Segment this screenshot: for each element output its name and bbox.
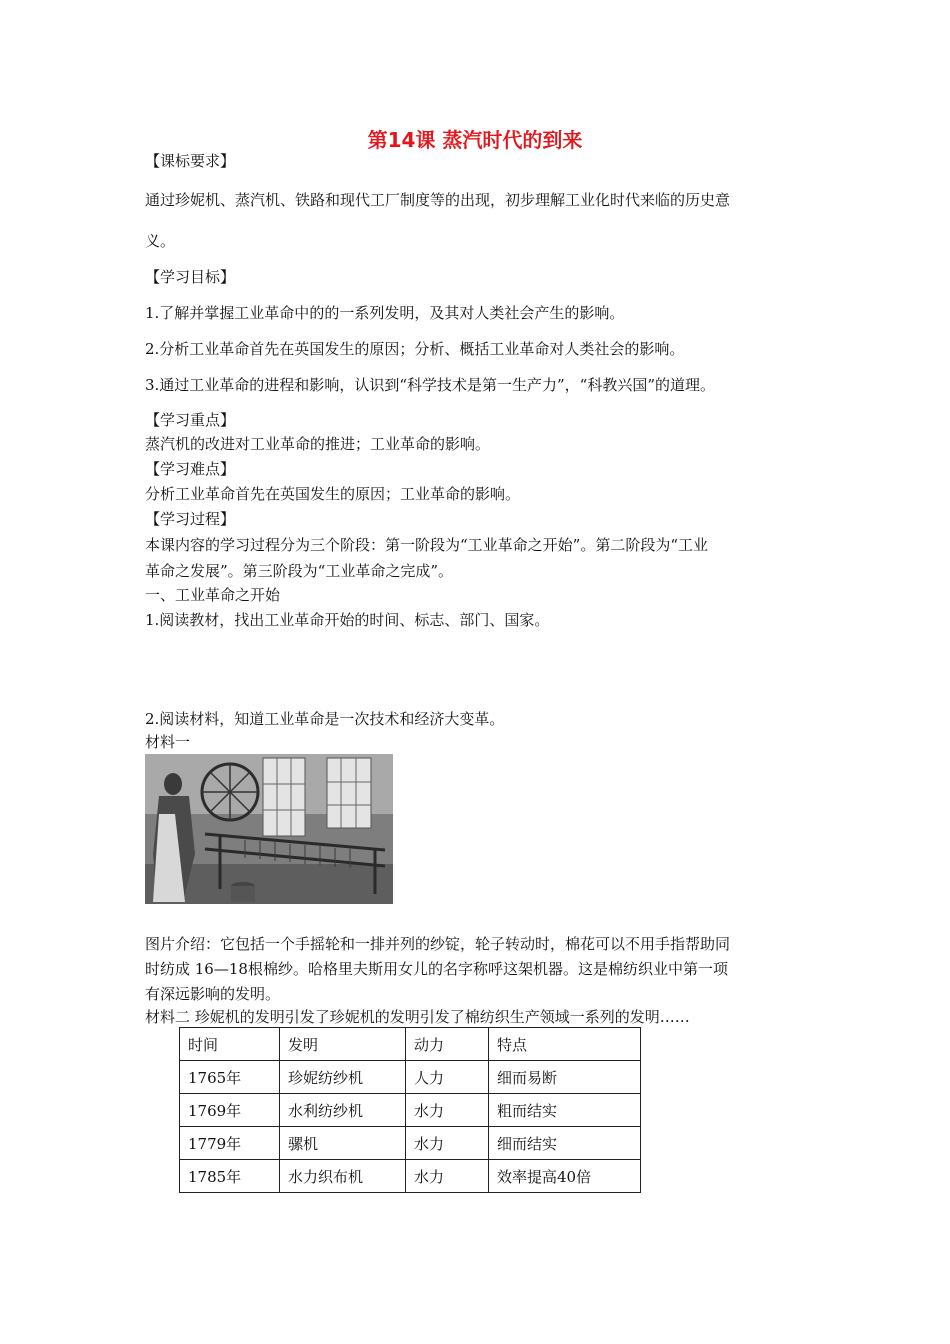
table-cell: 水力织布机 [280, 1160, 406, 1193]
spinning-jenny-image [145, 754, 393, 904]
table-cell: 人力 [406, 1061, 489, 1094]
image-caption-line1: 图片介绍：它包括一个手摇轮和一排并列的纱锭，轮子转动时，棉花可以不用手指帮助同 [145, 935, 731, 953]
table-row [180, 1094, 641, 1127]
focus-heading: 【学习重点】 [145, 411, 236, 429]
material1-label: 材料一 [145, 733, 191, 751]
table-cell: 效率提高40倍 [489, 1160, 641, 1193]
goal-1: 1.了解并掌握工业革命中的的一系列发明，及其对人类社会产生的影响。 [145, 304, 625, 322]
table-cell: 粗而结实 [489, 1094, 641, 1127]
table-cell: 细而易断 [489, 1061, 641, 1094]
part1-heading: 一、工业革命之开始 [145, 586, 281, 604]
image-caption-line2: 时纺成 16—18根棉纱。哈格里夫斯用女儿的名字称呼这架机器。这是棉纺织业中第一项 [145, 960, 728, 978]
material2-text: 材料二 珍妮机的发明引发了珍妮机的发明引发了棉纺织生产领域一系列的发明…… [145, 1008, 690, 1026]
table-cell: 珍妮纺纱机 [280, 1061, 406, 1094]
table-cell: 骡机 [280, 1127, 406, 1160]
table-header-cell: 时间 [180, 1028, 280, 1061]
table-header-row [180, 1028, 641, 1061]
inventions-table [179, 1027, 641, 1193]
table-cell: 1765年 [180, 1061, 280, 1094]
goals-heading: 【学习目标】 [145, 268, 236, 286]
difficulty-text: 分析工业革命首先在英国发生的原因；工业革命的影响。 [145, 485, 521, 503]
goal-2: 2.分析工业革命首先在英国发生的原因；分析、概括工业革命对人类社会的影响。 [145, 340, 685, 358]
difficulty-heading: 【学习难点】 [145, 460, 236, 478]
curriculum-text-line2: 义。 [145, 232, 176, 250]
table-cell: 水力 [406, 1160, 489, 1193]
table-header-cell: 动力 [406, 1028, 489, 1061]
table-cell: 1769年 [180, 1094, 280, 1127]
table-row [180, 1127, 641, 1160]
task-2: 2.阅读材料，知道工业革命是一次技术和经济大变革。 [145, 710, 505, 728]
goal-3: 3.通过工业革命的进程和影响，认识到“科学技术是第一生产力”，“科教兴国”的道理。 [145, 376, 715, 394]
image-caption-line3: 有深远影响的发明。 [145, 985, 281, 1003]
process-text-line2: 革命之发展”。第三阶段为“工业革命之完成”。 [145, 562, 454, 580]
table-cell: 水力 [406, 1127, 489, 1160]
table-cell: 水利纺纱机 [280, 1094, 406, 1127]
table-row [180, 1061, 641, 1094]
curriculum-heading: 【课标要求】 [145, 152, 236, 170]
table-header-cell: 特点 [489, 1028, 641, 1061]
table-row [180, 1160, 641, 1193]
task-1: 1.阅读教材，找出工业革命开始的时间、标志、部门、国家。 [145, 611, 550, 629]
process-heading: 【学习过程】 [145, 510, 236, 528]
table-cell: 1785年 [180, 1160, 280, 1193]
lesson-title: 第14课 蒸汽时代的到来 [367, 128, 583, 152]
table-cell: 水力 [406, 1094, 489, 1127]
focus-text: 蒸汽机的改进对工业革命的推进；工业革命的影响。 [145, 435, 491, 453]
process-text-line1: 本课内容的学习过程分为三个阶段：第一阶段为“工业革命之开始”。第二阶段为“工业 [145, 536, 709, 554]
table-header-cell: 发明 [280, 1028, 406, 1061]
table-cell: 细而结实 [489, 1127, 641, 1160]
table-cell: 1779年 [180, 1127, 280, 1160]
curriculum-text-line1: 通过珍妮机、蒸汽机、铁路和现代工厂制度等的出现，初步理解工业化时代来临的历史意 [145, 191, 731, 209]
